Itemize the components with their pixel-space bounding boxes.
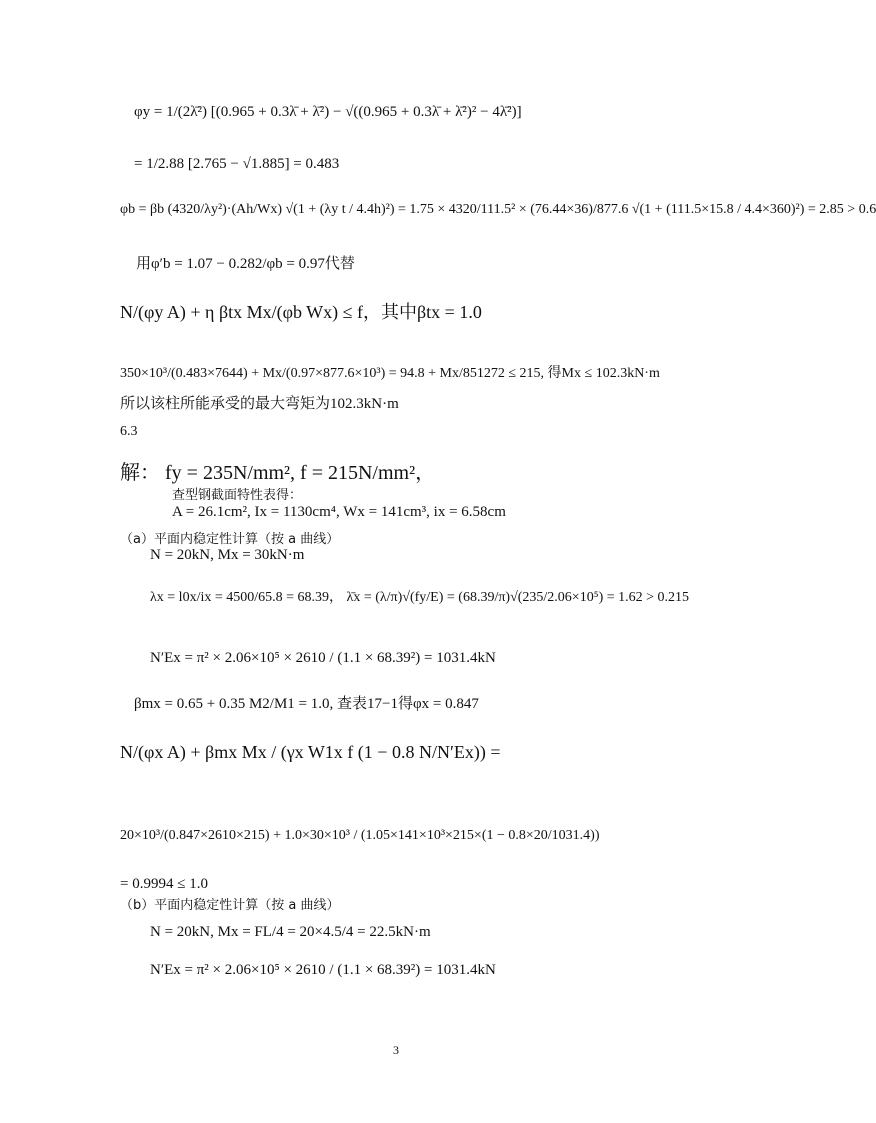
page-number: 3	[393, 1043, 399, 1057]
euler-load-a: N′Ex = π² × 2.06×10⁵ × 2610 / (1.1 × 68.39²) = 1031.4kN	[150, 650, 496, 666]
formula-phi-b-replace: 用φ′b = 1.07 − 0.282/φb = 0.97代替	[136, 256, 355, 272]
table-lookup-note: 查型钢截面特性表得：	[172, 488, 303, 503]
section-heading: 6.3	[120, 424, 138, 439]
load-values-b: N = 20kN, Mx = FL/4 = 20×4.5/4 = 22.5kN·m	[150, 924, 431, 940]
interaction-substitution: 20×10³/(0.847×2610×215) + 1.0×30×10³ / (1.05×141×10³×215×(1 − 0.8×20/1031.4))	[120, 828, 600, 843]
formula-phi-y-value: = 1/2.88 [2.765 − √1.885] = 0.483	[134, 156, 340, 172]
euler-load-b: N′Ex = π² × 2.06×10⁵ × 2610 / (1.1 × 68.39²) = 1031.4kN	[150, 962, 496, 978]
slenderness-ratio: λx = l0x/ix = 4500/65.8 = 68.39， λ̄x = (λ/π)√(fy/E) = (68.39/π)√(235/2.06×10⁵) = 1.62 > 0.215	[150, 590, 690, 605]
formula-phi-y: φy = 1/(2λ̄²) [(0.965 + 0.3λ̄ + λ̄²) − √((0.965 + 0.3λ̄ + λ̄²)² − 4λ̄²)]	[134, 104, 522, 120]
section-properties: A = 26.1cm², Ix = 1130cm⁴, Wx = 141cm³, ix = 6.58cm	[172, 504, 506, 520]
subsection-b-title: （b）平面内稳定性计算（按 a 曲线）	[120, 898, 340, 913]
interaction-result: = 0.9994 ≤ 1.0	[120, 876, 208, 892]
moment-calculation: 350×10³/(0.483×7644) + Mx/(0.97×877.6×10³) = 94.8 + Mx/851272 ≤ 215, 得Mx ≤ 102.3kN·m	[120, 366, 660, 381]
solution-yield-strength: 解： fy = 235N/mm², f = 215N/mm²，	[120, 462, 436, 484]
formula-phi-b: φb = βb (4320/λy²)·(Ah/Wx) √(1 + (λy t / 4.4h)²) = 1.75 × 4320/111.5² × (76.44×36)/877.6 √(1 + (111.5×15.8 / 4.4×360)²) = 2.85 > 0.6	[120, 202, 876, 217]
interaction-formula: N/(φx A) + βmx Mx / (γx W1x f (1 − 0.8 N/N′Ex)) =	[120, 742, 501, 762]
stability-inequality: N/(φy A) + η βtx Mx/(φb Wx) ≤ f，其中βtx = 1.0	[120, 302, 482, 322]
conclusion-text: 所以该柱所能承受的最大弯矩为102.3kN·m	[120, 396, 399, 412]
load-values-a: N = 20kN, Mx = 30kN·m	[150, 547, 305, 563]
subsection-a-title: （a）平面内稳定性计算（按 a 曲线）	[120, 532, 340, 547]
moment-factor: βmx = 0.65 + 0.35 M2/M1 = 1.0, 查表17−1得φx = 0.847	[134, 696, 479, 712]
